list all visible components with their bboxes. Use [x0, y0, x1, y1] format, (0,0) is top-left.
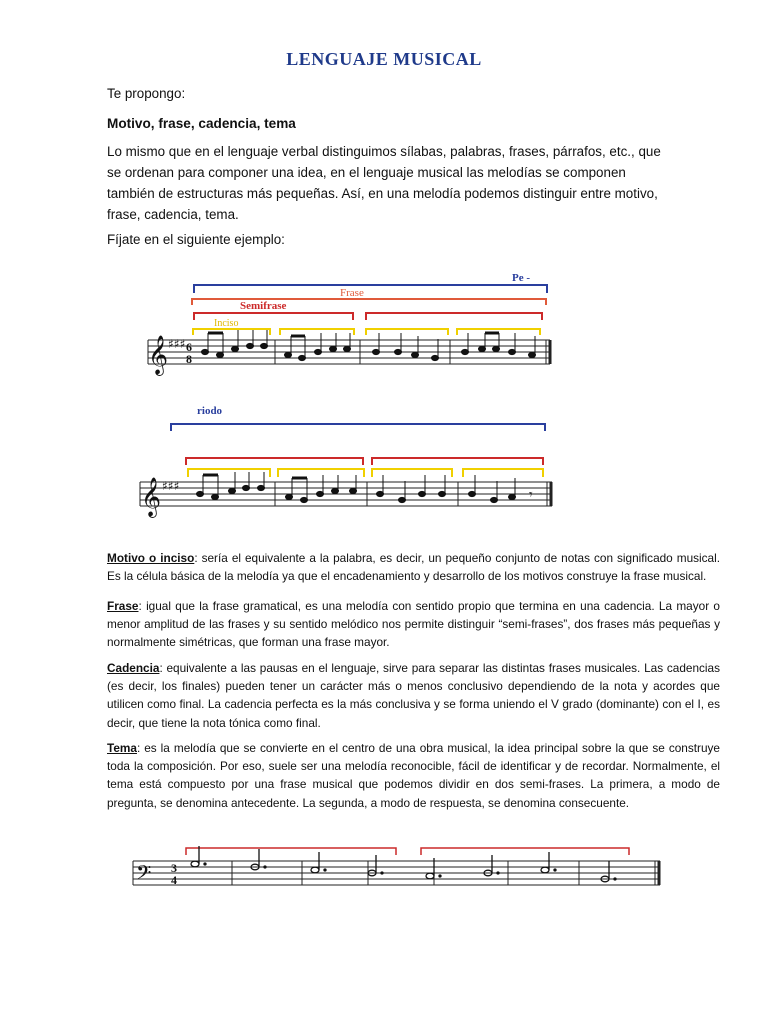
staff-2-notes: [197, 472, 516, 503]
definition-text: : equivalente a las pausas en el lenguaje, sirve para separar las distintas frases musicales. Las cadencias (es decir, los finales) pueden tener un carácter más o menos conclusivo dependiendo de la nota y acordes que utilicen como final. La cadencia perfecta es la más conclusiva y se forma uniendo el V grado (dominante) con el I, es decir, que tiene la nota tónica como final.: [107, 661, 720, 730]
intro-paragraph: Lo mismo que en el lenguaje verbal distinguimos sílabas, palabras, frases, párrafos, etc., que se ordenan para componer una idea, en el lenguaje musical las melodías se componen también de estructuras más pequeñas. Así, en una melodía podemos distinguir entre motivo, frase, cadencia, tema.: [107, 144, 661, 222]
bass-staff-notes: [191, 846, 616, 882]
definition-text: : es la melodía que se convierte en el centro de una obra musical, la idea principal sobre la que se construye toda la composición. Por eso, suele ser una melodía reconocible, fácil de identificar y de recordar. Normalmente, el tema está compuesto por una frase musical que podemos dividir en dos semi-frases. La primera, a modo de pregunta, se denomina antecedente. La segunda, a modo de respuesta, se denomina consecuente.: [107, 741, 720, 810]
definition-term: Tema: [107, 741, 137, 755]
page-title: LENGUAJE MUSICAL: [286, 49, 482, 69]
definition-motivo: [107, 549, 720, 585]
definition-cadencia: [107, 659, 720, 732]
treble-clef-icon-2: 𝄞: [141, 477, 162, 517]
eighth-rest-icon: 𝄾: [529, 487, 533, 503]
periodo-label-b: riodo: [197, 405, 223, 417]
definition-tema: [107, 739, 720, 812]
definition-term: Motivo o inciso: [107, 551, 195, 565]
time-sig-bottom-1: 8: [186, 352, 192, 366]
bass-staff: [133, 861, 660, 885]
inciso-label: Inciso: [214, 318, 239, 329]
bass-clef-icon: 𝄢: [136, 861, 152, 889]
definition-term: Frase: [107, 599, 139, 613]
time-sig-top-2: 3: [171, 861, 177, 875]
semifrase-brackets: [186, 313, 543, 465]
semifrase-label: Semifrase: [240, 300, 287, 312]
definition-text: : sería el equivalente a la palabra, es decir, un pequeño conjunto de notas con significado musical. Es la célula básica de la melodía ya que el encadenamiento y desarrollo de los motivos construye la frase musical.: [107, 551, 721, 584]
time-sig-bottom-2: 4: [171, 873, 177, 887]
treble-clef-icon: 𝄞: [148, 335, 169, 375]
definition-term: Cadencia: [107, 661, 160, 675]
key-signature-sharps-2: ♯♯♯: [162, 479, 180, 493]
definition-text: : igual que la frase gramatical, es una melodía con sentido propio que termina en una cadencia. La mayor o menor amplitud de las frases y su sentido melódico nos permite distinguir “semi-frases”, dos frases más pequeñas y normalmente simétricas, que forman una frase mayor.: [107, 599, 720, 650]
section-heading: Motivo, frase, cadencia, tema: [107, 116, 296, 131]
definition-frase: [107, 597, 720, 652]
example-intro: Fíjate en el siguiente ejemplo:: [107, 232, 285, 247]
frase-label: Frase: [340, 287, 364, 299]
figure2-brackets: [186, 848, 629, 855]
key-signature-sharps: ♯♯♯: [168, 337, 186, 351]
staff-1-notes: [202, 330, 536, 361]
time-sig-top-1: 6: [186, 340, 192, 354]
intro-text: Te propongo:: [107, 86, 186, 101]
inciso-brackets: [188, 329, 543, 477]
periodo-label-a: Pe -: [512, 272, 531, 284]
